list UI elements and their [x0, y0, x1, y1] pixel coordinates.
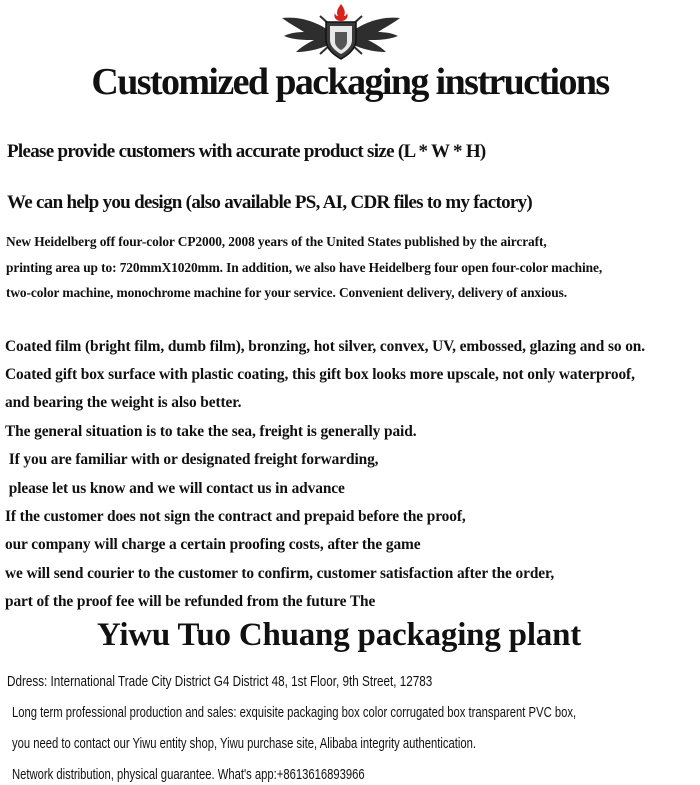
- body-line: and bearing the weight is also better.: [5, 394, 242, 411]
- footer-line: Network distribution, physical guarantee. What's app:+8613616893966: [12, 766, 365, 783]
- body-line: please let us know and we will contact us in advance: [5, 480, 345, 497]
- design-help-heading: We can help you design (also available PS, AI, CDR files to my factory): [7, 192, 533, 213]
- body-line: Coated gift box surface with plastic coating, this gift box looks more upscale, not only waterproof,: [5, 366, 635, 383]
- body-line: our company will charge a certain proofing costs, after the game: [5, 536, 421, 553]
- intro-line: two-color machine, monochrome machine for your service. Convenient delivery, delivery of anxious.: [6, 285, 567, 300]
- winged-shield-crest-icon: [280, 2, 402, 64]
- page-title: Customized packaging instructions: [91, 61, 609, 103]
- intro-line: New Heidelberg off four-color CP2000, 2008 years of the United States published by the aircraft,: [6, 234, 547, 249]
- body-line: Coated film (bright film, dumb film), bronzing, hot silver, convex, UV, embossed, glazing and so on.: [5, 338, 646, 355]
- footer-line: Long term professional production and sales: exquisite packaging box color corrugated box transparent PVC box,: [12, 704, 577, 721]
- footer-line: you need to contact our Yiwu entity shop, Yiwu purchase site, Alibaba integrity authentication.: [12, 735, 477, 752]
- address-line: Ddress: International Trade City District G4 District 48, 1st Floor, 9th Street, 12783: [7, 673, 433, 690]
- body-line: we will send courier to the customer to confirm, customer satisfaction after the order,: [5, 565, 555, 582]
- company-name: Yiwu Tuo Chuang packaging plant: [96, 617, 582, 653]
- body-line: The general situation is to take the sea, freight is generally paid.: [5, 423, 417, 440]
- body-line: If the customer does not sign the contract and prepaid before the proof,: [5, 508, 466, 525]
- body-line: part of the proof fee will be refunded from the future The: [5, 593, 376, 610]
- body-line: If you are familiar with or designated freight forwarding,: [5, 451, 379, 468]
- size-instruction-heading: Please provide customers with accurate product size (L * W * H): [7, 141, 486, 162]
- intro-line: printing area up to: 720mmX1020mm. In addition, we also have Heidelberg four open four-color machine,: [6, 260, 603, 275]
